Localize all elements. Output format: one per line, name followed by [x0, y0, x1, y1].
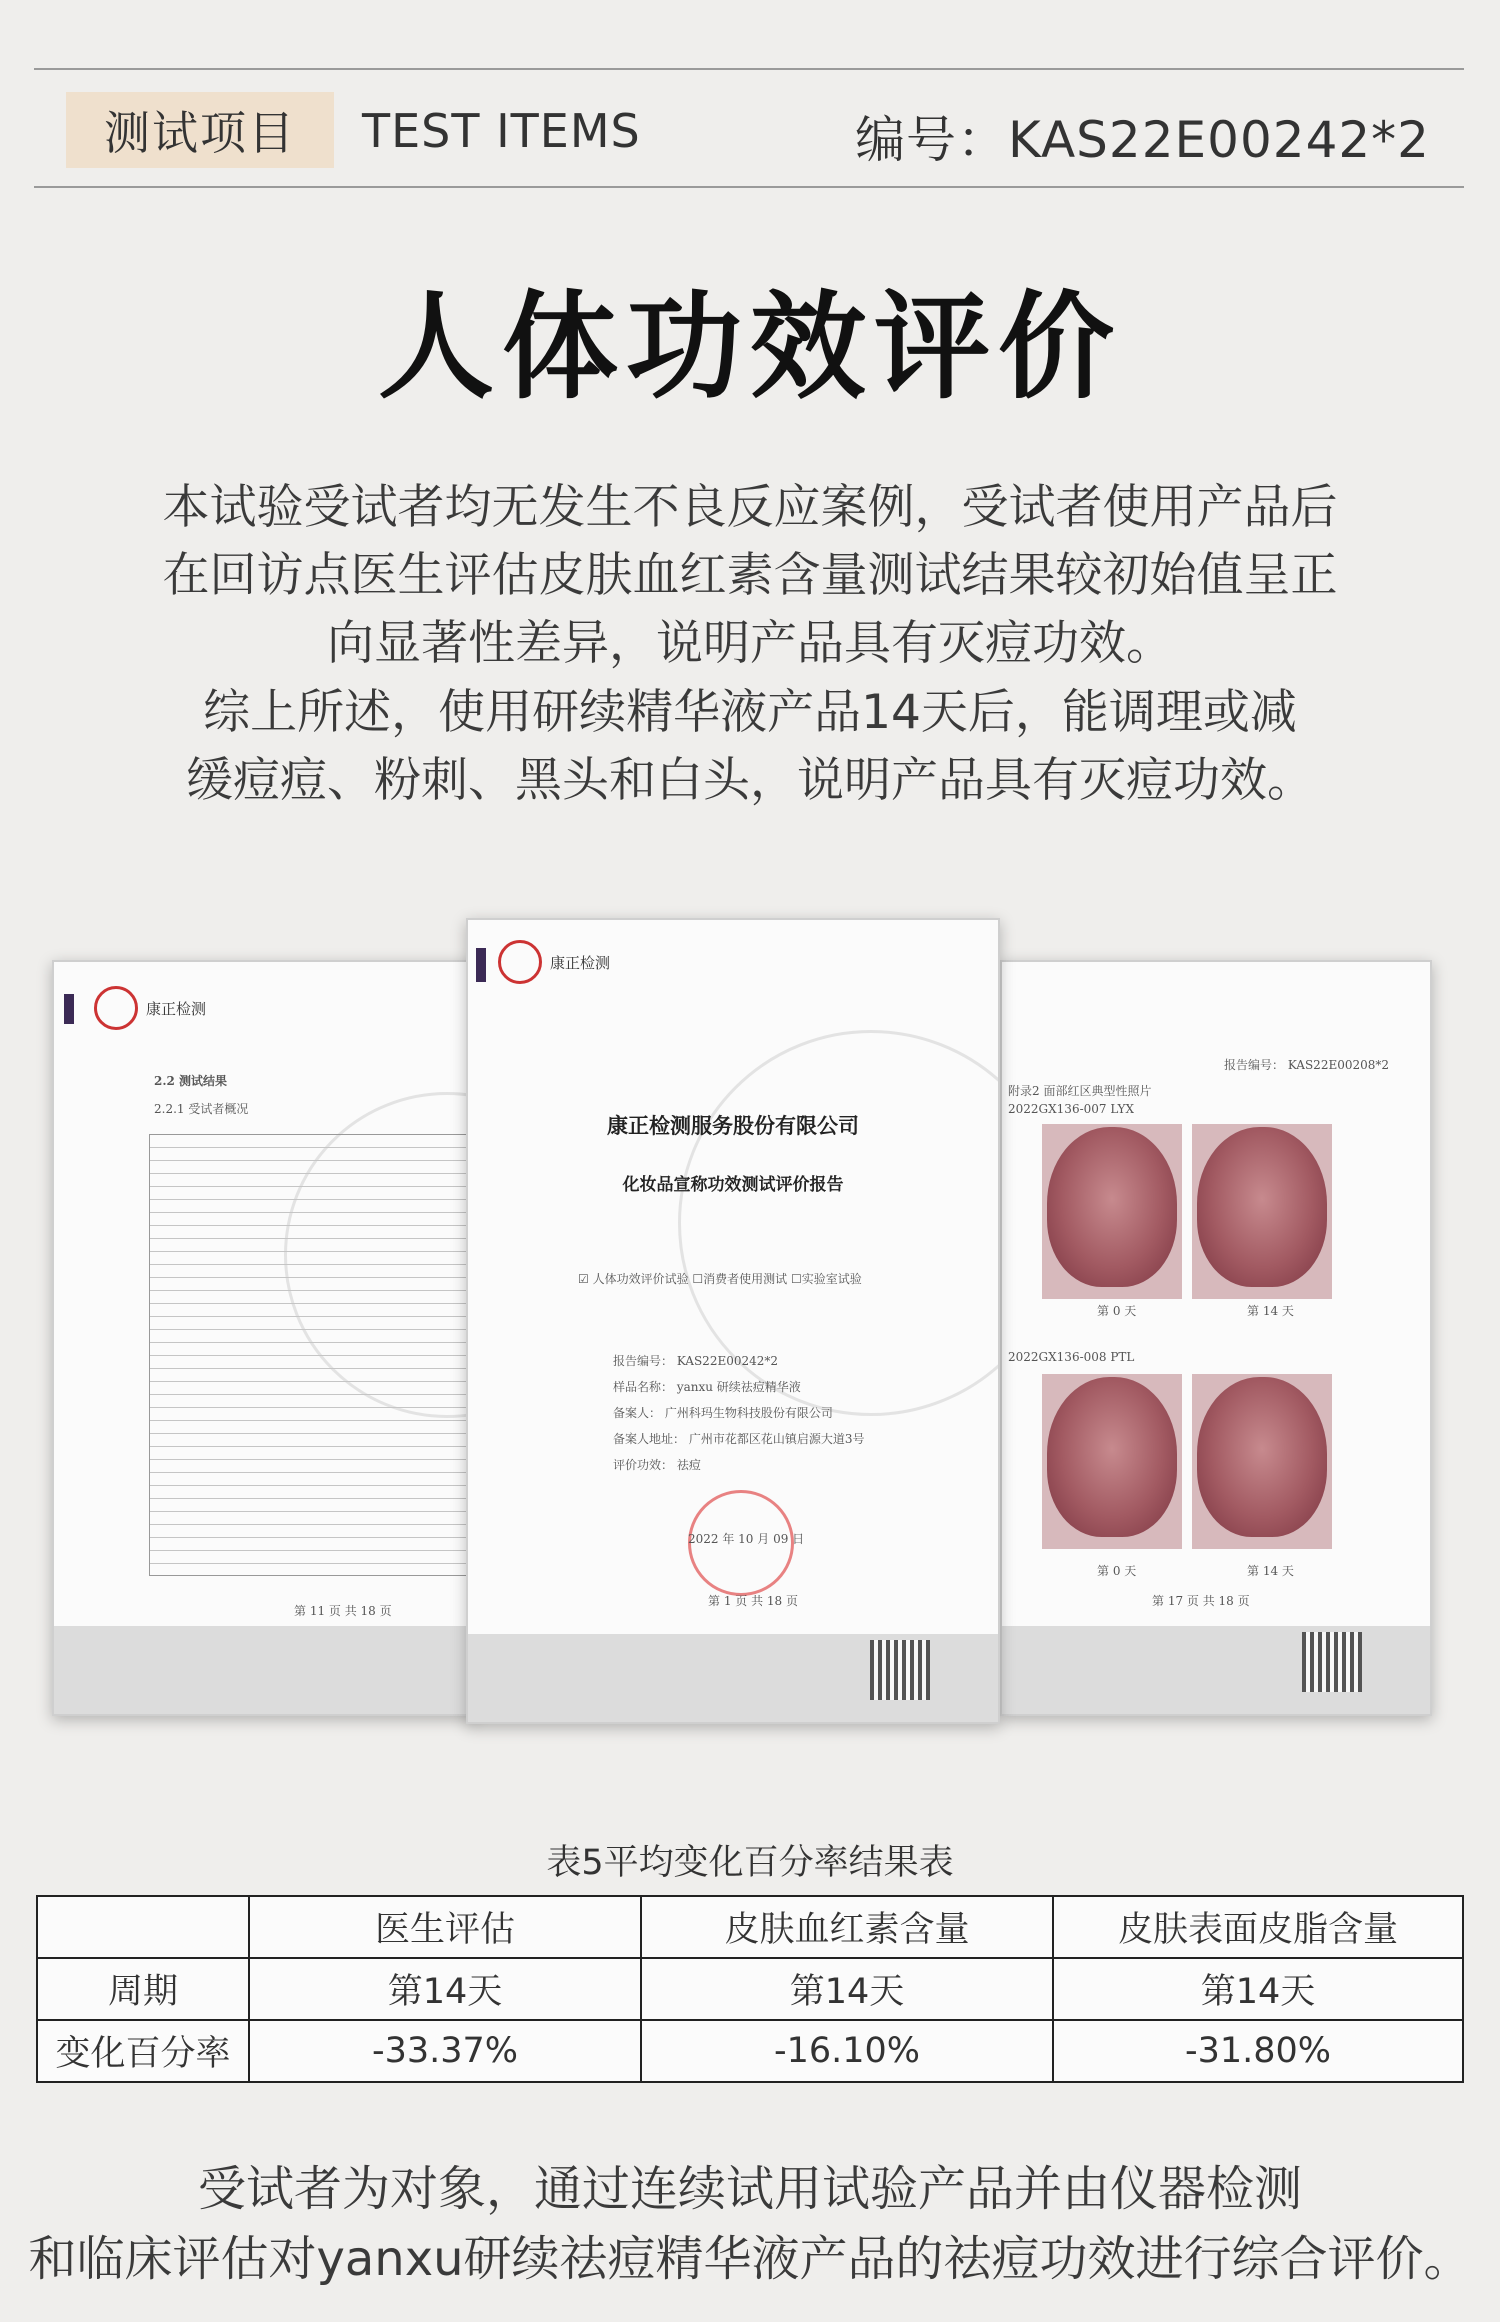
kas-mark-icon — [498, 940, 542, 984]
intro-line-4: 综上所述，使用研续精华液产品14天后，能调理或减 — [203, 685, 1297, 740]
face-photo-day0-1 — [1047, 1127, 1177, 1287]
table-cell: -16.10% — [641, 2020, 1053, 2082]
right-page-number: 第 17 页 共 18 页 — [1152, 1594, 1250, 1608]
column-header: 皮肤表面皮脂含量 — [1053, 1896, 1463, 1958]
certificate-right-page: 报告编号： KAS22E00208*2 附录2 面部红区典型性照片 2022GX136-007 LYX 第 0 天 第 14 天 2022GX136-008 PTL 第 0 天 第 14 天 第 17 页 共 18 页 — [1000, 960, 1432, 1716]
qr-code-icon — [870, 1640, 930, 1700]
left-subsection: 2.2.1 受试者概况 — [154, 1102, 249, 1116]
kas-logo: 康正检测 — [94, 986, 206, 1030]
intro-line-5: 缓痘痘、粉刺、黑头和白头，说明产品具有灭痘功效。 — [186, 753, 1314, 808]
column-header: 皮肤血红素含量 — [641, 1896, 1053, 1958]
report-field-3: 备案人： 广州科玛生物科技股份有限公司 — [613, 1406, 833, 1420]
kas-logo: 康正检测 — [498, 940, 610, 984]
intro-line-3: 向显著性差异，说明产品具有灭痘功效。 — [327, 616, 1173, 671]
face-photo-day14-2 — [1197, 1377, 1327, 1537]
closing-line-2: 和临床评估对yanxu研续祛痘精华液产品的祛痘功效进行综合评价。 — [28, 2231, 1472, 2287]
section-tag: 测试项目 — [66, 92, 334, 168]
table-caption: 表5平均变化百分率结果表 — [546, 1843, 954, 1883]
table-cell: 第14天 — [1053, 1958, 1463, 2020]
kas-mark-icon — [94, 986, 138, 1030]
evaluation-type-checkboxes: ☑ 人体功效评价试验 ☐消费者使用测试 ☐实验室试验 — [578, 1272, 862, 1286]
left-section: 2.2 测试结果 — [154, 1074, 228, 1088]
table-row — [37, 2020, 1463, 2082]
cover-page-number: 第 1 页 共 18 页 — [708, 1594, 798, 1608]
table-cell: -33.37% — [249, 2020, 641, 2082]
section-tag-english: TEST ITEMS — [362, 104, 641, 158]
company-name: 康正检测服务股份有限公司 — [607, 1113, 859, 1138]
certificate-left-page — [52, 960, 476, 1716]
header-rule — [34, 186, 1464, 188]
subject-list-table — [149, 1134, 471, 1576]
row-header: 变化百分率 — [37, 2020, 249, 2082]
subject-2-label: 2022GX136-008 PTL — [1008, 1350, 1135, 1364]
intro-line-2: 在回访点医生评估皮肤血红素含量测试结果较初始值呈正 — [162, 548, 1338, 603]
page-title: 人体功效评价 — [378, 280, 1122, 415]
right-report-no: 报告编号： KAS22E00208*2 — [1224, 1058, 1390, 1072]
report-field-4: 备案人地址： 广州市花都区花山镇启源大道3号 — [613, 1432, 865, 1446]
report-code: 编号：KAS22E00242*2 — [855, 111, 1430, 169]
report-field-1: 报告编号： KAS22E00242*2 — [613, 1354, 779, 1368]
table-cell: -31.80% — [1053, 2020, 1463, 2082]
table-corner-cell — [37, 1896, 249, 1958]
left-page-number: 第 11 页 共 18 页 — [294, 1604, 392, 1618]
top-rule — [34, 68, 1464, 70]
report-field-5: 评价功效： 祛痘 — [613, 1458, 701, 1472]
closing-line-1: 受试者为对象，通过连续试用试验产品并由仪器检测 — [197, 2161, 1302, 2217]
row-header: 周期 — [37, 1958, 249, 2020]
report-name: 化妆品宣称功效测试评价报告 — [622, 1175, 844, 1195]
right-heading: 附录2 面部红区典型性照片 — [1008, 1084, 1152, 1098]
results-table — [36, 1895, 1464, 2083]
qr-code-icon — [1302, 1632, 1362, 1692]
face-photo-day14-1 — [1197, 1127, 1327, 1287]
report-field-2: 样品名称： yanxu 研续祛痘精华液 — [613, 1380, 801, 1394]
face-photo-day0-2 — [1047, 1377, 1177, 1537]
report-date: 2022 年 10 月 09 日 — [688, 1532, 805, 1546]
table-cell: 第14天 — [249, 1958, 641, 2020]
table-cell: 第14天 — [641, 1958, 1053, 2020]
table-row — [37, 1958, 1463, 2020]
table-header-row — [37, 1896, 1463, 1958]
subject-1-label: 2022GX136-007 LYX — [1008, 1102, 1135, 1116]
intro-line-1: 本试验受试者均无发生不良反应案例，受试者使用产品后 — [162, 480, 1338, 535]
column-header: 医生评估 — [249, 1896, 641, 1958]
certificate-cover-page — [466, 918, 1000, 1724]
